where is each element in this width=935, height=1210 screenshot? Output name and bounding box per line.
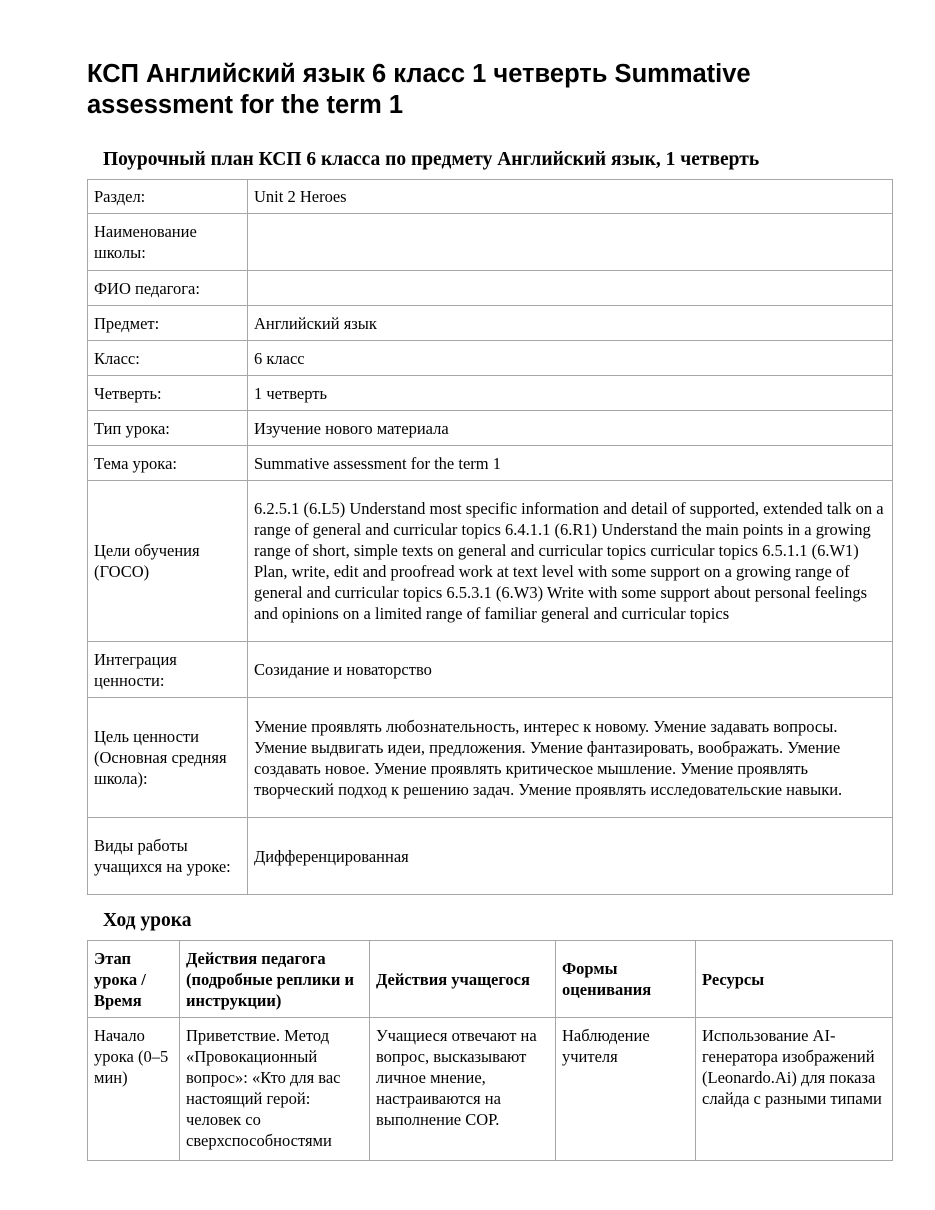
column-header-resources: Ресурсы bbox=[696, 941, 893, 1018]
row-label: ФИО педагога: bbox=[88, 271, 248, 306]
table-row bbox=[88, 271, 893, 306]
cell-assessment: Наблюдение учителя bbox=[556, 1018, 696, 1161]
row-label: Раздел: bbox=[88, 180, 248, 214]
row-value: 6.2.5.1 (6.L5) Understand most specific information and detail of supported, extended talk on a range of general and curricular topics 6.4.1.1 (6.R1) Understand the main points in a growing range of short, simple texts on general and curricular topics curricular topics 6.5.1.1 (6.W1) Plan, write, edit and proofread work at text level with some support on a growing range of general and curricular topics 6.5.3.1 (6.W3) Write with some support about personal feelings and opinions on a limited range of familiar general and curricular topics bbox=[248, 481, 893, 642]
table-header-row bbox=[88, 941, 893, 1018]
plan-heading: Поурочный план КСП 6 класса по предмету Английский язык, 1 четверть bbox=[103, 149, 760, 170]
column-header-assessment: Формы оценивания bbox=[556, 941, 696, 1018]
row-value bbox=[248, 271, 893, 306]
table-row bbox=[88, 1018, 893, 1161]
column-header-teacher-actions: Действия педагога (подробные реплики и инструкции) bbox=[180, 941, 370, 1018]
column-header-stage: Этап урока / Время bbox=[88, 941, 180, 1018]
row-value: Дифференцированная bbox=[248, 818, 893, 895]
table-row bbox=[88, 306, 893, 341]
row-value: Умение проявлять любознательность, интерес к новому. Умение задавать вопросы. Умение выдвигать идеи, предложения. Умение фантазировать, воображать. Умение создавать новое. Умение проявлять критическое мышление. Умение проявлять творческий подход к решению задач. Умение проявлять исследовательские навыки. bbox=[248, 698, 893, 818]
cell-stage: Начало урока (0–5 мин) bbox=[88, 1018, 180, 1161]
table-row bbox=[88, 341, 893, 376]
row-label: Тип урока: bbox=[88, 411, 248, 446]
row-label: Цель ценности (Основная средняя школа): bbox=[88, 698, 248, 818]
cell-student-actions: Учащиеся отвечают на вопрос, высказывают личное мнение, настраиваются на выполнение СОР. bbox=[370, 1018, 556, 1161]
table-row bbox=[88, 698, 893, 818]
row-label: Наименование школы: bbox=[88, 214, 248, 271]
row-value bbox=[248, 214, 893, 271]
table-row bbox=[88, 481, 893, 642]
row-label: Тема урока: bbox=[88, 446, 248, 481]
row-label: Цели обучения (ГОСО) bbox=[88, 481, 248, 642]
row-label: Интеграция ценности: bbox=[88, 642, 248, 698]
course-heading: Ход урока bbox=[103, 910, 192, 931]
table-row bbox=[88, 818, 893, 895]
table-row bbox=[88, 214, 893, 271]
row-value: Английский язык bbox=[248, 306, 893, 341]
document-title: КСП Английский язык 6 класс 1 четверть Summative assessment for the term 1 bbox=[87, 60, 751, 119]
table-row bbox=[88, 411, 893, 446]
row-label: Класс: bbox=[88, 341, 248, 376]
row-value: 1 четверть bbox=[248, 376, 893, 411]
table-row bbox=[88, 376, 893, 411]
column-header-student-actions: Действия учащегося bbox=[370, 941, 556, 1018]
row-value: Unit 2 Heroes bbox=[248, 180, 893, 214]
table-row bbox=[88, 642, 893, 698]
lesson-info-table bbox=[87, 179, 893, 895]
row-value: Созидание и новаторство bbox=[248, 642, 893, 698]
cell-teacher-actions: Приветствие. Метод «Провокационный вопрос»: «Кто для вас настоящий герой: человек со сверхспособностями bbox=[180, 1018, 370, 1161]
table-row bbox=[88, 446, 893, 481]
lesson-course-table bbox=[87, 940, 893, 1161]
row-value: Summative assessment for the term 1 bbox=[248, 446, 893, 481]
row-value: 6 класс bbox=[248, 341, 893, 376]
row-label: Виды работы учащихся на уроке: bbox=[88, 818, 248, 895]
row-label: Предмет: bbox=[88, 306, 248, 341]
row-value: Изучение нового материала bbox=[248, 411, 893, 446]
row-label: Четверть: bbox=[88, 376, 248, 411]
cell-resources: Использование AI-генератора изображений (Leonardo.Ai) для показа слайда с разными типами bbox=[696, 1018, 893, 1161]
table-row bbox=[88, 180, 893, 214]
